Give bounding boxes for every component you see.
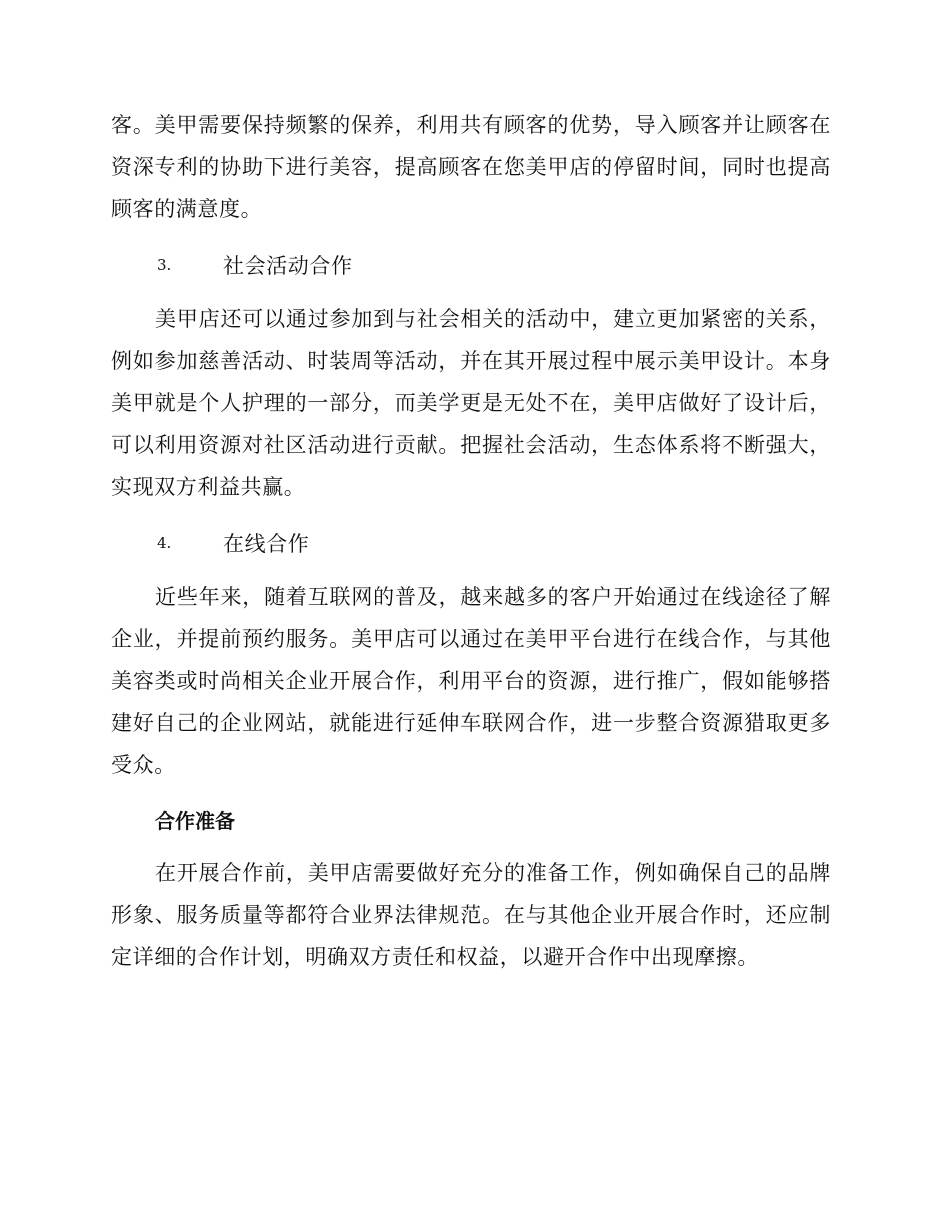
paragraph-online: 近些年来，随着互联网的普及，越来越多的客户开始通过在线途径了解企业，并提前预约服务。美甲店可以通过在美甲平台进行在线合作，与其他美容类或时尚相关企业开展合作，利用平台的资源，进行推广，假如能够搭建好自己的企业网站，就能进行延伸车联网合作，进一步整合资源猎取更多受众。 <box>111 585 831 777</box>
paragraph-preparation: 在开展合作前，美甲店需要做好充分的准备工作，例如确保自己的品牌形象、服务质量等都符合业界法律规范。在与其他企业开展合作时，还应制定详细的合作计划，明确双方责任和权益，以避开合作中出现摩擦。 <box>111 861 831 969</box>
paragraph-social-activity: 美甲店还可以通过参加到与社会相关的活动中，建立更加紧密的关系，例如参加慈善活动、时装周等活动，并在其开展过程中展示美甲设计。本身美甲就是个人护理的一部分，而美学更是无处不在，美甲店做好了设计后，可以利用资源对社区活动进行贡献。把握社会活动，生态体系将不断强大，实现双方利益共赢。 <box>111 307 831 499</box>
list-title: 在线合作 <box>223 532 310 556</box>
list-number: 3. <box>157 256 172 274</box>
section-heading-preparation: 合作准备 <box>155 809 235 833</box>
list-number: 4. <box>157 534 172 552</box>
document-page <box>111 104 831 978</box>
paragraph-intro: 客。美甲需要保持频繁的保养，利用共有顾客的优势，导入顾客并让顾客在资深专利的协助下进行美容，提高顾客在您美甲店的停留时间，同时也提高顾客的满意度。 <box>111 113 831 221</box>
list-item-online <box>111 522 831 564</box>
list-title: 社会活动合作 <box>223 254 353 278</box>
list-item-social-activity <box>111 244 831 286</box>
